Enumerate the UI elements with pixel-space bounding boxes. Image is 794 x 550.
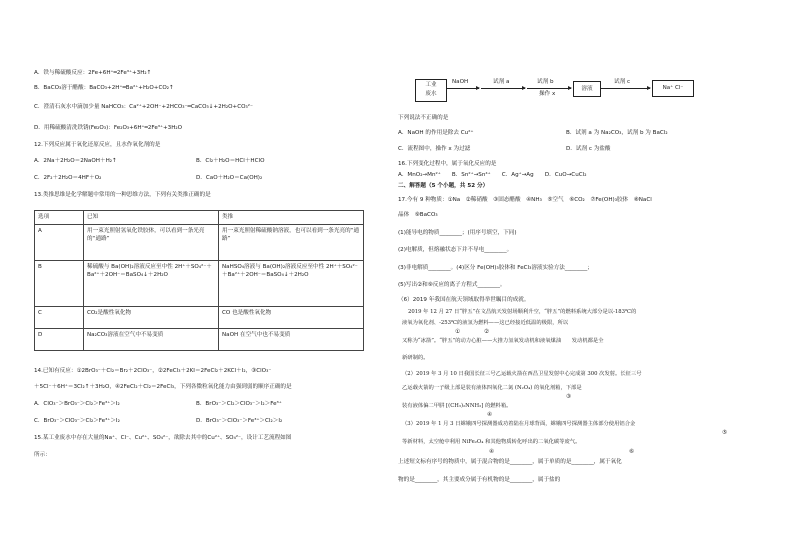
passage-1-line4: 新研制的。 (402, 355, 429, 361)
q11-option-b: B．BaCO₃溶于醋酸：BaCO₃+2H⁺═Ba²⁺+H₂O+CO₂↑ (34, 85, 174, 91)
q17-sub5: (5)写出②和⑨反应的离子方程式________。 (398, 282, 506, 288)
q12-option-b: B．Cl₂＋H₂O＝HCl＋HClO (196, 158, 265, 164)
flow-product-box: Na⁺ Cl⁻ (652, 80, 694, 97)
passage-3-line1: （3）2019 年 1 月 3 日嫦娥四号探测器成功着陆在月球背面，嫦娥四号探测器主体部分使用铝合金 (402, 421, 636, 427)
q17-final-line1: 上述短文标有序号的物质中，属于混合物的是________，属于单质的是________，属于氧化 (398, 459, 622, 465)
q11-option-d: D．用稀硫酸清洗铁锈(Fe₂O₃)：Fe₂O₃+6H⁺═2Fe³⁺+3H₂O (34, 125, 183, 131)
q17-final-line2: 物的是________，其主要成分属于有机物的是________，属于盐的 (398, 477, 561, 483)
table-row (35, 260, 364, 306)
q14-stem-line1: 14.已知有反应：①2BrO₃⁻＋Cl₂＝Br₂＋2ClO₃⁻，②2FeCl₃＋2KI＝2FeCl₂＋2KCl＋I₂，③ClO₃⁻ (34, 368, 272, 374)
q12-stem: 12.下列反应属于氧化还原反应，且水作氧化剂的是 (34, 142, 161, 148)
flow-reagent-c-label: 试剂 c (614, 79, 631, 85)
table-cell: D (35, 328, 84, 350)
table-cell: CO₂是酸性氧化物 (84, 306, 219, 328)
flow-solution-box: 溶液 (573, 81, 601, 97)
table-cell: NaHSO₄溶液与 Ba(OH)₂溶液反应至中性 2H⁺＋SO₄²⁻＋Ba²⁺＋2OH⁻＝BaSO₄↓＋2H₂O (219, 260, 364, 306)
q17-stem-line2: 晶体 ⑨BaCO₃ (398, 212, 438, 218)
q14-option-b: B．BrO₃⁻＞Cl₂＞ClO₃⁻＞I₂＞Fe³⁺ (196, 401, 282, 407)
table-row (35, 328, 364, 350)
flow-wastewater-box: 工业 废水 (415, 79, 447, 102)
q12-option-d: D．CaO＋H₂O＝Ca(OH)₂ (196, 175, 263, 181)
q15-stem-line2: 所示： (34, 452, 51, 458)
marker-5: ⑤ (722, 430, 728, 436)
marker-2: ② (484, 329, 490, 335)
table-cell: 用一束光照射氢氧化铁胶体，可以看到一条光亮的“通路” (84, 224, 219, 260)
flow-reagent-b-label: 试剂 b (537, 79, 554, 85)
table-row (35, 306, 364, 328)
q15-option-c: C．流程图中，操作 x 为过滤 (398, 146, 471, 152)
q14-stem-line2: ＋5Cl⁻＋6H⁺＝3Cl₂↑＋3H₂O，④2FeCl₂＋Cl₂＝2FeCl₃，下列各微粒氧化能力由强到弱的顺序正确的是 (34, 384, 292, 390)
table-header-option: 选项 (35, 211, 84, 225)
table-cell: Na₂CO₃溶液在空气中不易变质 (84, 328, 219, 350)
marker-6: ④ (489, 449, 495, 455)
table-cell: A (35, 224, 84, 260)
marker-6b: ⑥ (629, 449, 635, 455)
table-cell: NaOH 在空气中也不易变质 (219, 328, 364, 350)
q17-sub3-4: (3)非电解质________。(4)区分 Fe(OH)₃胶体和 FeCl₃溶液实验方法________； (398, 265, 593, 271)
section-two-heading: 二、解答题（5 个小题，共 52 分） (398, 183, 489, 189)
marker-4: ④ (487, 412, 493, 418)
table-cell: 稀硫酸与 Ba(OH)₂溶液反应至中性 2H⁺＋SO₄²⁻＋Ba²⁺＋2OH⁻＝BaSO₄↓＋2H₂O (84, 260, 219, 306)
q15-option-a: A．NaOH 的作用是除去 Cu²⁺ (398, 130, 474, 136)
q15-option-d: D．试剂 c 为盐酸 (566, 146, 611, 152)
analogy-table (34, 210, 364, 351)
table-cell: 用一束光照射稀硫酸钠溶液，也可以看到一条光亮的“通路” (219, 224, 364, 260)
q17-stem-line1: 17.今有 9 种物质：①Na ②稀硝酸 ③固态醋酸 ④NH₃ ⑤空气 ⑥CO₂ ⑦Fe(OH)₃胶体 ⑧NaCl (398, 197, 652, 203)
table-cell: C (35, 306, 84, 328)
q13-stem: 13.类推思维是化学解题中常用的一种思维方法，下列有关类推正确的是 (34, 192, 211, 198)
table-cell: CO 也是酸性氧化物 (219, 306, 364, 328)
flow-naoh-label: NaOH (452, 79, 469, 85)
q16-options: A．MnO₂→Mn²⁺ B．Sn²⁺→Sn⁴⁺ C．Ag⁺→Ag D．CuO→CuCl₂ (398, 172, 587, 178)
flow-arrow-3 (527, 88, 571, 89)
q16-stem: 16.下列变化过程中，属于氧化反应的是 (398, 161, 497, 167)
table-header-known: 已知 (84, 211, 219, 225)
marker-3: ③ (566, 394, 572, 400)
q14-option-d: D．BrO₃⁻＞ClO₃⁻＞Fe³⁺＞Cl₂＞I₂ (196, 418, 283, 424)
flow-reagent-a-label: 试剂 a (493, 79, 510, 85)
q15-question: 下列说法不正确的是 (398, 115, 449, 121)
q15-stem-line1: 15.某工业废水中存在大量的Na⁺、Cl⁻、Cu²⁺、SO₄²⁻，欲除去其中的Cu²⁺、SO₄²⁻，设计工艺流程如图 (34, 435, 292, 441)
table-cell: B (35, 260, 84, 306)
table-header-analogy: 类推 (219, 211, 364, 225)
q14-option-c: C．BrO₃⁻＞ClO₃⁻＞Cl₂＞Fe³⁺＞I₂ (34, 418, 120, 424)
q12-option-a: A．2Na＋2H₂O＝2NaOH＋H₂↑ (34, 158, 117, 164)
marker-1: ① (455, 329, 461, 335)
q17-sub1: (1)能导电的物质________；(用序号填空，下同) (398, 230, 517, 236)
passage-1-line2: 液氧为氧化剂、-253℃的液氢为燃料——这已经接近低温的极限，所以 (402, 320, 569, 326)
q17-sub2: (2)电解质，但熔融状态下并不导电________。 (398, 247, 513, 253)
passage-2-line2: 乙运载火箭的一子级上部是装有液体四氧化二氮 (N₂O₄) 的氧化剂箱，下部是 (402, 385, 582, 391)
passage-2-line1: （2）2019 年 3 月 10 日我国长征三号乙运载火箭在西昌卫星发射中心完成第 300 次发射。长征三号 (402, 371, 642, 377)
q11-option-c: C．澄清石灰水中滴加少量 NaHCO₃：Ca²⁺+2OH⁻+2HCO₃⁻═CaCO₃↓+2H₂O+CO₃²⁻ (34, 104, 253, 110)
q14-option-a: A．ClO₃⁻＞BrO₃⁻＞Cl₂＞Fe³⁺＞I₂ (34, 401, 120, 407)
q15-option-b: B．试剂 a 为 Na₂CO₃，试剂 b 为 BaCl₂ (566, 130, 668, 136)
table-row (35, 224, 364, 260)
flow-operation-x-label: 操作 x (539, 91, 556, 97)
passage-2-line3: 装有液体偏二甲肼 [(CH₃)₂NNH₂] 的燃料箱。 (402, 403, 512, 409)
passage-1-line1: 2019 年 12 月 27 日“胖五”在文昌航天发射场顺利升空，“胖五”的燃料系统大部分是以-183℃的 (408, 309, 637, 315)
q17-sub6: （6）2019 年我国在航天领域取得举世瞩目的成就。 (398, 297, 530, 303)
flow-arrow-1 (446, 88, 479, 89)
passage-3-line2: 等新材料，太空舱中利用 NiFe₂O₄ 和其他物质转化呼出的二氧化碳等废气。 (402, 439, 581, 445)
flow-arrow-2 (481, 88, 525, 89)
table-header-row (35, 211, 364, 225)
q11-option-a: A．铁与稀硫酸反应：2Fe+6H⁺═2Fe³⁺+3H₂↑ (34, 70, 152, 76)
flow-arrow-4 (600, 88, 650, 89)
q12-option-c: C．2F₂＋2H₂O＝4HF＋O₂ (34, 175, 102, 181)
passage-1-line3: 又称为“冰箭”。“胖五”的动力心脏——大推力氢氧发动机和液氧煤油 发动机都是全 (402, 338, 604, 344)
